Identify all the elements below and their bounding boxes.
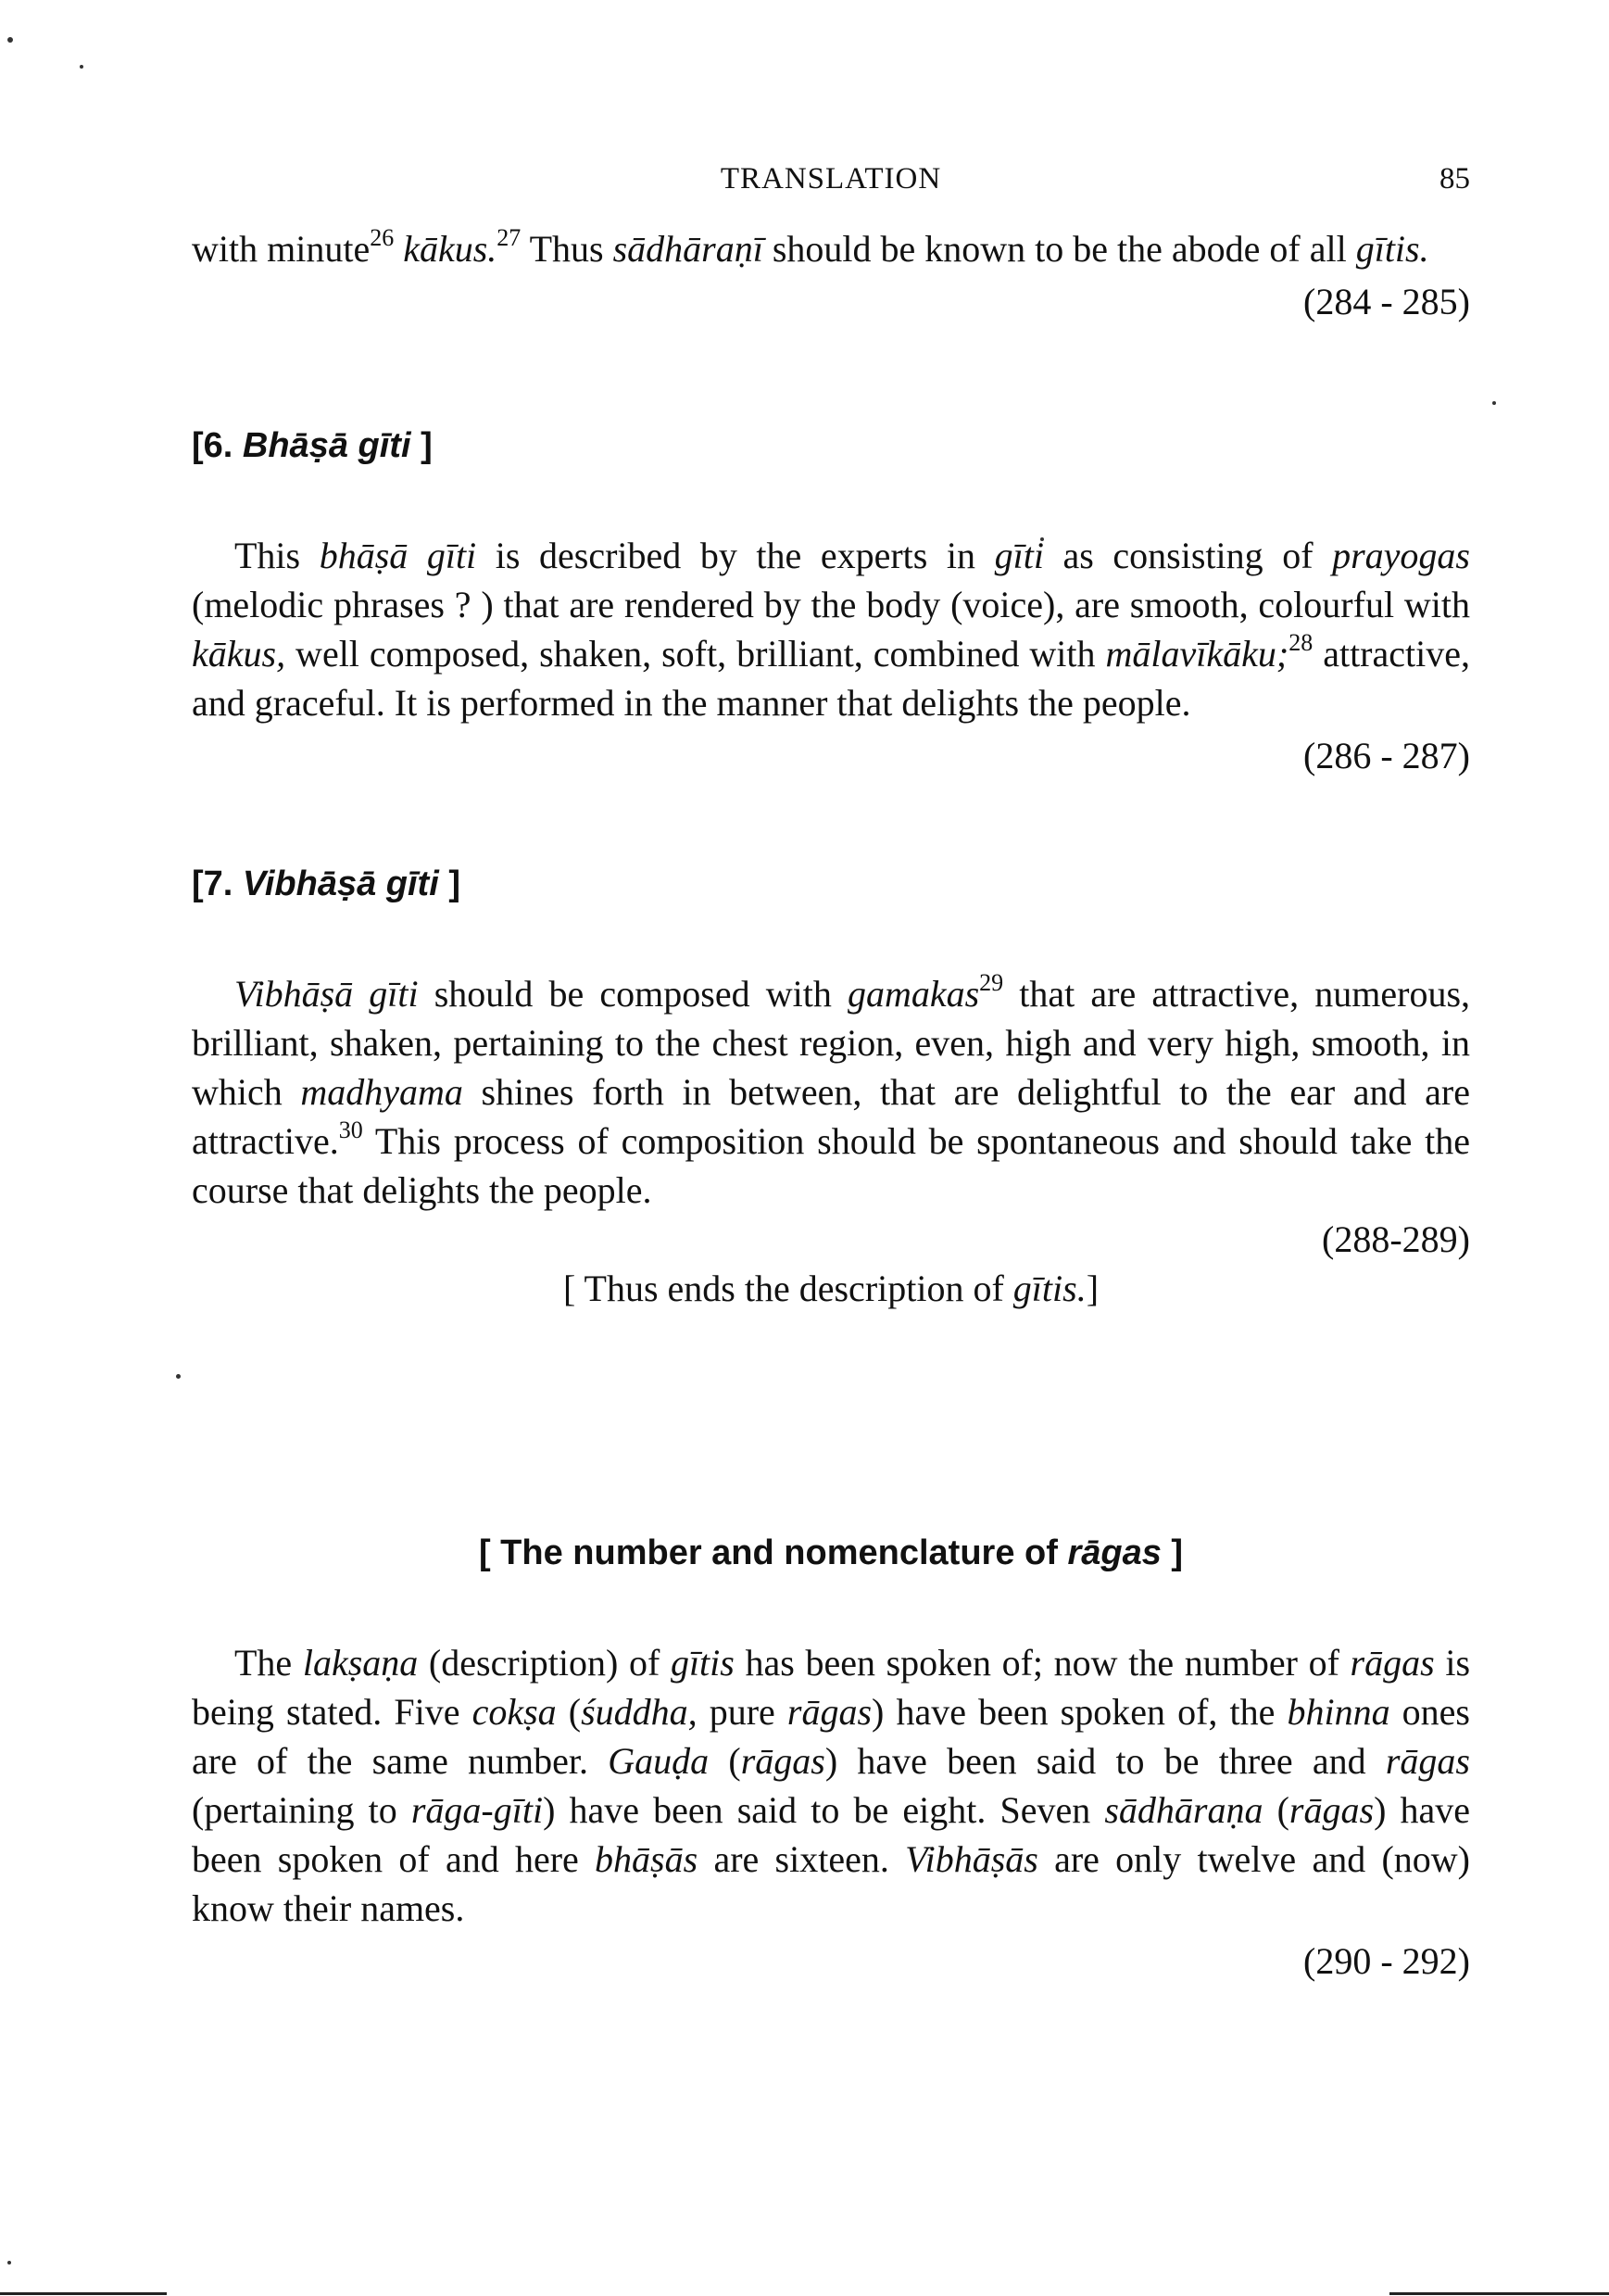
heading-text: ]	[410, 426, 433, 465]
italic-term: śuddha,	[581, 1691, 698, 1733]
verse-reference: (288-289)	[1322, 1218, 1470, 1260]
text-run: attractive, and graceful. It is performed in the manner that delights the people.	[192, 633, 1470, 724]
italic-term: rāgas	[1350, 1642, 1435, 1684]
paragraph-text	[192, 224, 1470, 273]
italic-term: gītis	[670, 1642, 735, 1684]
italic-term: gīti	[994, 535, 1044, 576]
text-run: ones are of the same number.	[192, 1691, 1470, 1782]
section-heading	[192, 422, 1470, 471]
footnote-ref-27: 27	[497, 224, 522, 251]
running-head	[192, 162, 1470, 208]
text-run: are sixteen.	[698, 1838, 906, 1880]
text-run: (description) of	[418, 1642, 671, 1684]
text-run: ) have been said to be three and	[824, 1740, 1386, 1782]
text-run: ) have been said to be eight. Seven	[543, 1789, 1105, 1831]
section-bhasa-giti	[192, 422, 1470, 780]
text-run: [ Thus ends the description of	[562, 1268, 1013, 1309]
paragraph-text	[192, 1638, 1470, 1933]
text-run: Thus	[521, 228, 613, 270]
text-run: This process of composition should be spontaneous and should take the course that delights the people.	[192, 1120, 1470, 1211]
scan-speck	[176, 1374, 181, 1379]
text-run: This	[234, 535, 320, 576]
italic-term: sādhāraṇa	[1104, 1789, 1263, 1831]
heading-text: [6.	[192, 426, 243, 465]
italic-term: Gauḍa	[608, 1740, 710, 1782]
italic-term: Vibhāṣā gīti	[234, 973, 419, 1015]
footnote-ref-29: 29	[979, 969, 1004, 996]
italic-term: kākus,	[192, 633, 286, 675]
text-run	[394, 228, 403, 270]
text-run: as consisting of	[1043, 535, 1333, 576]
scan-speck	[80, 65, 83, 69]
verse-reference: (286 - 287)	[1303, 735, 1470, 776]
italic-term: lakṣaṇa	[302, 1642, 419, 1684]
italic-term: gītis.	[1012, 1268, 1087, 1309]
footnote-ref-26: 26	[370, 224, 395, 251]
italic-term: Vibhāṣās	[905, 1838, 1038, 1880]
verse-reference: (284 - 285)	[1303, 281, 1470, 322]
verse-reference: (290 - 292)	[1303, 1940, 1470, 1982]
text-run: (	[556, 1691, 582, 1733]
section-heading	[192, 860, 1470, 909]
text-run: ) have been spoken of and here	[192, 1789, 1471, 1880]
text-run: with minute	[192, 228, 371, 270]
scan-speck	[7, 37, 13, 43]
italic-term: madhyama	[300, 1071, 463, 1113]
footnote-ref-28: 28	[1288, 629, 1314, 656]
text-run: (melodic phrases ? ) that are rendered by the body (voice), are smooth, colourful with	[192, 584, 1470, 625]
text-run: are only twelve and (now) know their names.	[192, 1838, 1470, 1929]
section-ragas	[192, 1529, 1470, 1986]
scan-edge-line	[1389, 2292, 1609, 2295]
scan-speck	[7, 2261, 11, 2264]
italic-term: bhinna	[1287, 1691, 1390, 1733]
italic-term: rāgas	[740, 1740, 825, 1782]
italic-term: cokṣa	[471, 1691, 557, 1733]
heading-text: ]	[438, 864, 460, 903]
italic-term: prayogas	[1332, 535, 1470, 576]
heading-italic: rāgas	[1067, 1533, 1162, 1572]
section-end-note	[192, 1264, 1470, 1313]
page-number: 85	[1439, 162, 1470, 196]
text-run: pure	[697, 1691, 787, 1733]
text-run: shines forth in between, that are delightful to the ear and are attractive.	[192, 1071, 1470, 1162]
scan-edge-line	[0, 2292, 167, 2295]
paragraph-text	[192, 969, 1470, 1215]
heading-text: [7.	[192, 864, 243, 903]
italic-term: rāgas	[786, 1691, 873, 1733]
text-run: (pertaining to	[192, 1789, 411, 1831]
italic-term: bhāṣās	[595, 1838, 698, 1880]
section-heading	[192, 1529, 1470, 1578]
heading-text: ]	[1161, 1533, 1184, 1572]
text-run: (	[709, 1740, 741, 1782]
text-run: should be known to be the abode of all	[762, 228, 1356, 270]
italic-term: rāgas	[1288, 1789, 1375, 1831]
text-run: (	[1263, 1789, 1289, 1831]
italic-term: gītis.	[1355, 228, 1429, 270]
scan-speck	[1492, 401, 1496, 405]
text-run: ) have been spoken of, the	[872, 1691, 1288, 1733]
continuation-paragraph	[192, 224, 1470, 326]
paragraph-text	[192, 531, 1470, 727]
text-run: that are attractive, numerous, brilliant, shaken, pertaining to the chest region, even, high and very high, smooth, in which	[192, 973, 1471, 1113]
text-run: The	[234, 1642, 303, 1684]
italic-term: sādhāraṇī	[612, 228, 763, 270]
heading-italic: Bhāṣā gīti	[242, 426, 411, 465]
running-title: TRANSLATION	[720, 162, 942, 196]
text-run: should be composed with	[418, 973, 848, 1015]
heading-text: [ The number and nomenclature of	[478, 1533, 1068, 1572]
text-run: is described by the experts in	[476, 535, 995, 576]
italic-term: rāga-gīti	[410, 1789, 544, 1831]
text-run: has been spoken of; now the number of	[734, 1642, 1351, 1684]
italic-term: bhāṣā gīti	[319, 535, 477, 576]
text-run: is being stated. Five	[192, 1642, 1471, 1733]
section-vibhasa-giti	[192, 860, 1470, 1313]
italic-term: rāgas	[1385, 1740, 1470, 1782]
text-run: well composed, shaken, soft, brilliant, combined with	[285, 633, 1106, 675]
heading-italic: Vibhāṣā gīti	[242, 864, 439, 903]
italic-term: mālavīkāku;	[1105, 633, 1289, 675]
italic-term: kākus.	[403, 228, 497, 270]
footnote-ref-30: 30	[338, 1116, 363, 1143]
italic-term: gamakas	[847, 973, 980, 1015]
text-run: ]	[1086, 1268, 1100, 1309]
